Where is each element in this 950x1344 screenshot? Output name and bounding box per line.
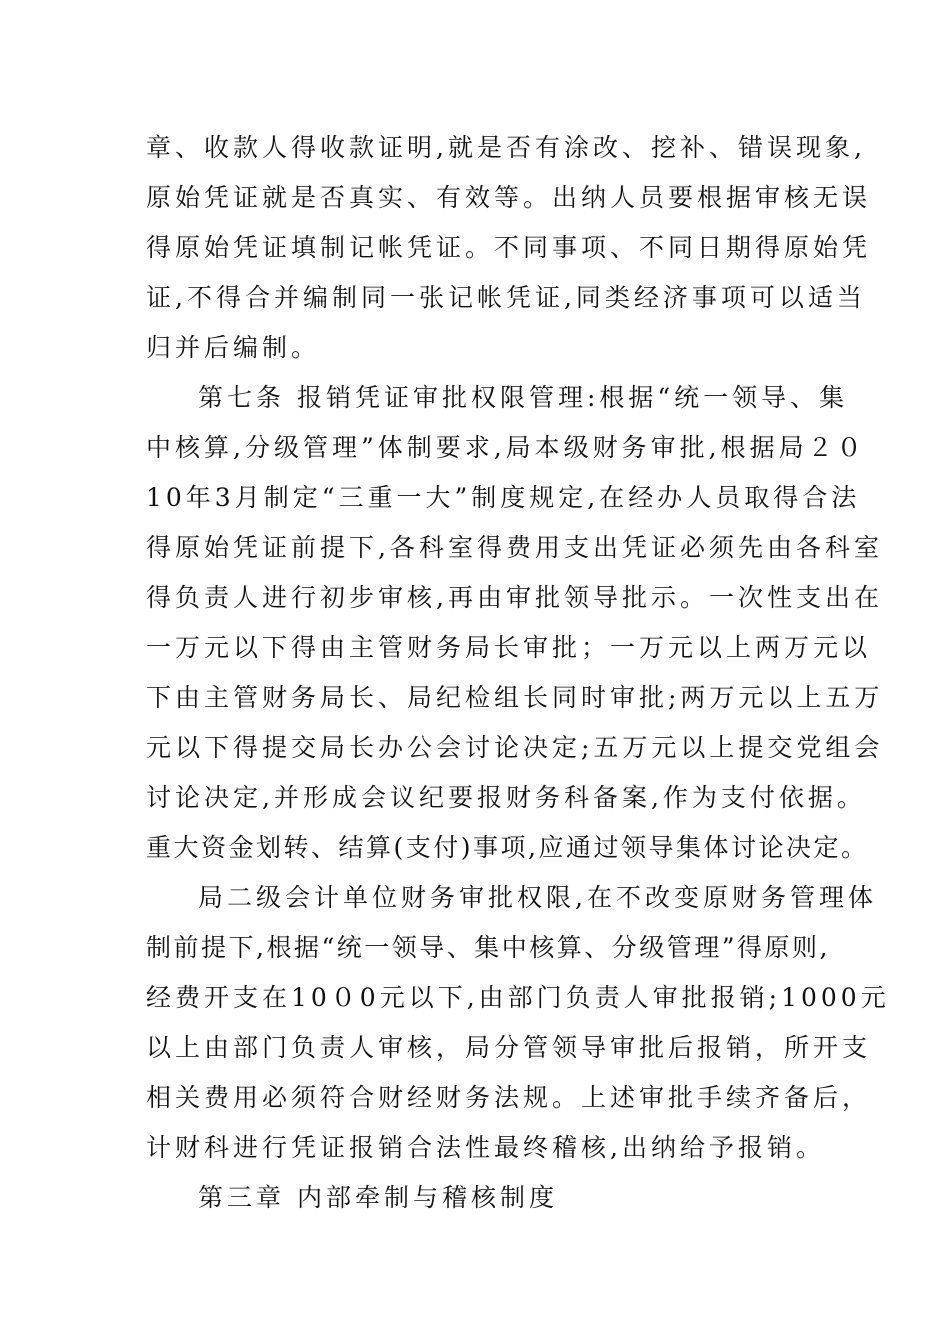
text-line: 制前提下,根据“统一领导、集中核算、分级管理”得原则, bbox=[146, 933, 830, 962]
text-line: 得负责人进行初步审核,再由审批领导批示。一次性支出在 bbox=[146, 583, 883, 612]
text-line: 讨论决定,并形成会议纪要报财务科备案,作为支付依据。 bbox=[146, 783, 866, 812]
text-line: 得原始凭证填制记帐凭证。不同事项、不同日期得原始凭 bbox=[146, 233, 872, 262]
text-line: 章、收款人得收款证明,就是否有涂改、挖补、错误现象, bbox=[146, 133, 866, 162]
chapter-heading: 第三章 内部牵制与稽核制度 bbox=[198, 1183, 558, 1212]
text-line: 原始凭证就是否真实、有效等。出纳人员要根据审核无误 bbox=[146, 183, 872, 212]
text-line: 经费开支在10０0元以下,由部门负责人审批报销;1000元 bbox=[146, 983, 890, 1012]
text-line: 10年3月制定“三重一大”制度规定,在经办人员取得合法 bbox=[146, 483, 861, 512]
article-7-line: 第七条 报销凭证审批权限管理:根据“统一领导、集 bbox=[198, 383, 849, 412]
text-line: 以上由部门负责人审核，局分管领导审批后报销，所开支 bbox=[146, 1033, 872, 1062]
text-line: 证,不得合并编制同一张记帐凭证,同类经济事项可以适当 bbox=[146, 283, 866, 312]
text-line: 归并后编制。 bbox=[146, 333, 321, 362]
text-line: 一万元以下得由主管财务局长审批；一万元以上两万元以 bbox=[146, 633, 872, 662]
text-line: 相关费用必须符合财经财务法规。上述审批手续齐备后， bbox=[146, 1083, 872, 1112]
text-line: 中核算,分级管理”体制要求,局本级财务审批,根据局２０ bbox=[146, 433, 866, 462]
text-line: 计财科进行凭证报销合法性最终稽核,出纳给予报销。 bbox=[146, 1133, 825, 1162]
text-line: 下由主管财务局长、局纪检组长同时审批;两万元以上五万 bbox=[146, 683, 884, 712]
text-line: 得原始凭证前提下,各科室得费用支出凭证必须先由各科室 bbox=[146, 533, 883, 562]
text-line: 元以下得提交局长办公会讨论决定;五万元以上提交党组会 bbox=[146, 733, 884, 762]
text-line: 重大资金划转、结算(支付)事项,应通过领导集体讨论决定。 bbox=[146, 833, 869, 862]
paragraph-3-first-line: 局二级会计单位财务审批权限,在不改变原财务管理体 bbox=[198, 883, 877, 912]
